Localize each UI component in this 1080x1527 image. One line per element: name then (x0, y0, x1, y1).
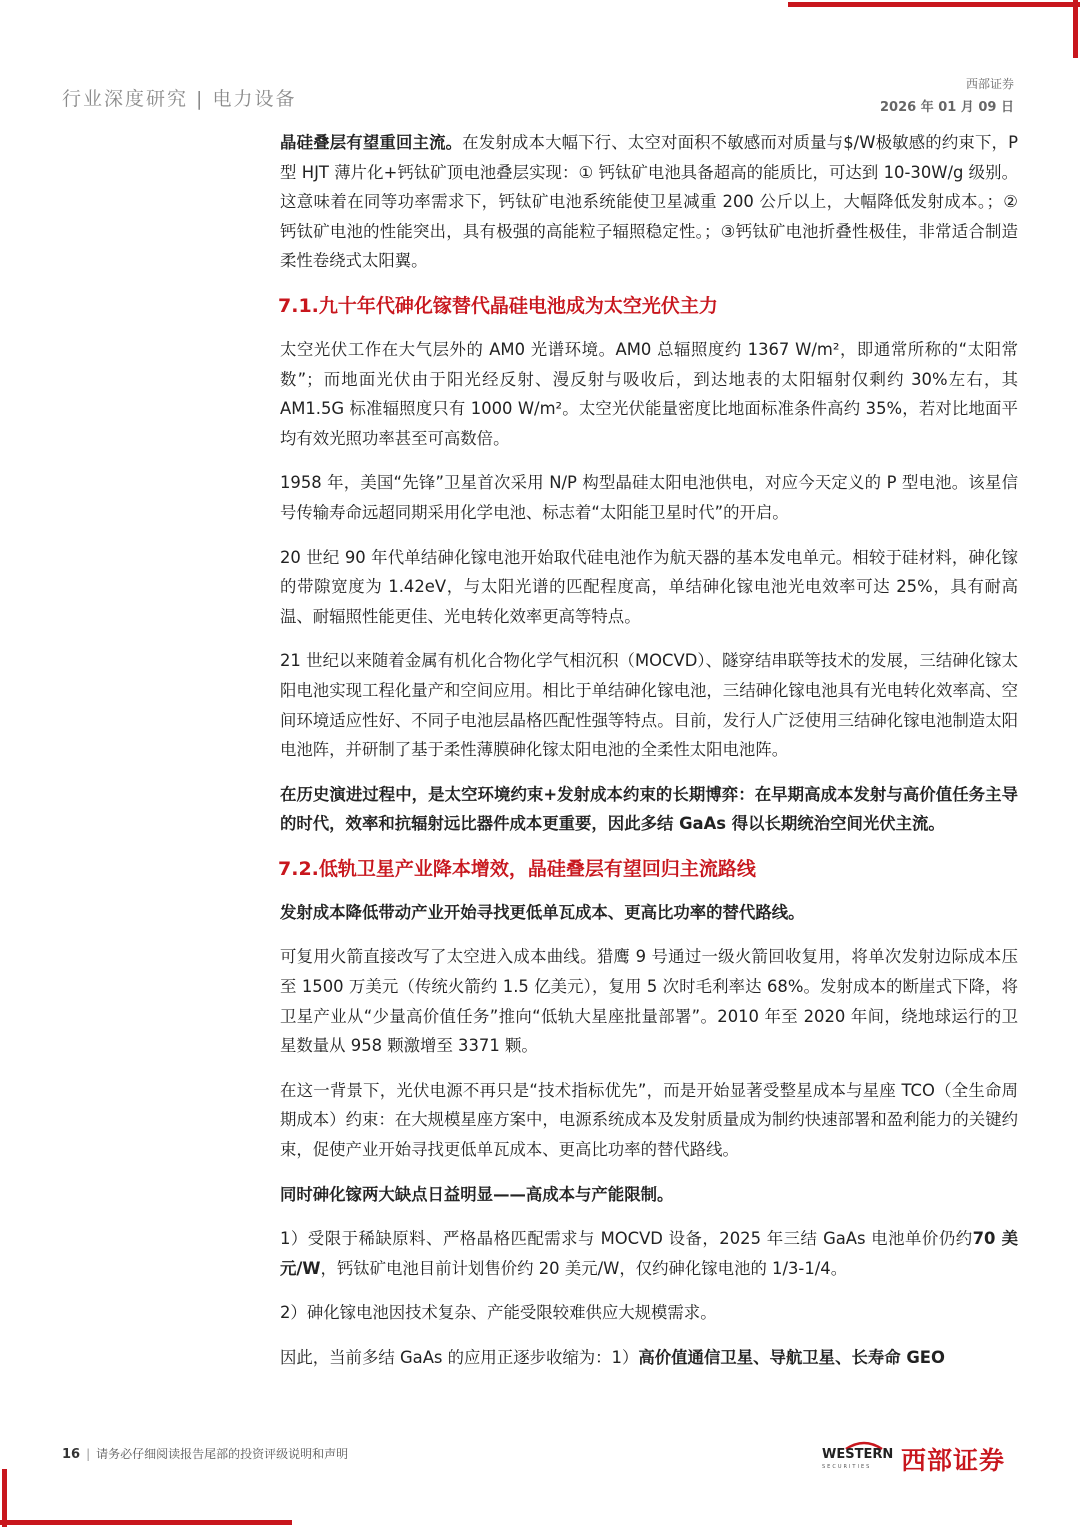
paragraph-3: 1958 年，美国“先锋”卫星首次采用 N/P 构型晶硅太阳电池供电，对应今天定义的 P 型电池。该星信号传输寿命远超同期采用化学电池、标志着“太阳能卫星时代”的开启。 (280, 473, 1018, 522)
paragraph-5: 21 世纪以来随着金属有机化合物化学气相沉积（MOCVD）、隧穿结串联等技术的发展，三结砷化镓太阳电池实现工程化量产和空间应用。相比于单结砷化镓电池，三结砷化镓电池具有光电转化效率高、空间环境适应性好、不同子电池层晶格匹配性强等特点。目前，发行人广泛使用三结砷化镓电池制造太阳电池阵，并研制了基于柔性薄膜砷化镓太阳电池的全柔性太阳电池阵。 (280, 651, 1018, 760)
paragraph-2: 太空光伏工作在大气层外的 AM0 光谱环境。AM0 总辐照度约 1367 W/m²，即通常所称的“太阳常数”；而地面光伏由于阳光经反射、漫反射与吸收后，到达地表的太阳辐射仅剩约 30%左右，其 AM1.5G 标准辐照度只有 1000 W/m²。太空光伏能量密度比地面标准条件高约 35%，若对比地面平均有效光照功率甚至可高数倍。 (280, 339, 1018, 448)
header-date: 2026 年 01 月 09 日 (880, 100, 1014, 115)
section-heading-7-1: 7.1.九十年代砷化镓替代晶硅电池成为太空光伏主力 (278, 294, 718, 317)
logo-chinese: 西部证券 (901, 1446, 1006, 1475)
header-brand: 西部证券 (965, 77, 1014, 91)
top-right-corner-decoration (788, 0, 1080, 58)
paragraph-11 (280, 1224, 1018, 1283)
bottom-left-corner-decoration (0, 1469, 292, 1527)
paragraph-10-lead: 同时砷化镓两大缺点日益明显——高成本与产能限制。 (280, 1184, 674, 1204)
logo-english: WESTERN (822, 1447, 894, 1462)
page-number: 16 (62, 1447, 81, 1462)
report-body (280, 128, 1018, 1388)
section-heading-7-2: 7.2.低轨卫星产业降本增效，晶硅叠层有望回归主流路线 (278, 857, 756, 880)
paragraph-13 (280, 1343, 1018, 1373)
paragraph-11-a: 1）受限于稀缺原料、严格晶格匹配需求与 MOCVD 设备，2025 年三结 GaAs 电池单价仍约 (280, 1229, 973, 1249)
paragraph-4: 20 世纪 90 年代单结砷化镓电池开始取代硅电池作为航天器的基本发电单元。相较于硅材料，砷化镓的带隙宽度为 1.42eV，与太阳光谱的匹配程度高，单结砷化镓电池光电效率可达 25%，具有耐高温、耐辐照性能更佳、光电转化效率更高等特点。 (280, 547, 1018, 626)
paragraph-6-summary: 在历史演进过程中，是太空环境约束+发射成本约束的长期博弈：在早期高成本发射与高价值任务主导的时代，效率和抗辐射远比器件成本更重要，因此多结 GaAs 得以长期统治空间光伏主流。 (280, 784, 1018, 834)
paragraph-13-a: 因此，当前多结 GaAs 的应用正逐步收缩为：1） (280, 1348, 639, 1367)
paragraph-1-text: 在发射成本大幅下行、太空对面积不敏感而对质量与$/W极敏感的约束下，P 型 HJT 薄片化+钙钛矿顶电池叠层实现：① 钙钛矿电池具备超高的能质比，可达到 10-30W/g 级别。这意味着在同等功率需求下，钙钛矿电池系统能使卫星减重 200 公斤以上，大幅降低发射成本。；② 钙钛矿电池的性能突出，具有极强的高能粒子辐照稳定性。；③钙钛矿电池折叠性极佳，非常适合制造柔性卷绕式太阳翼。 (280, 133, 1018, 271)
paragraph-11-price: 70 美元/W (280, 1229, 1018, 1278)
paragraph-11-b: ，钙钛矿电池目前计划售价约 20 美元/W，仅约砷化镓电池的 1/3-1/4。 (320, 1258, 848, 1278)
paragraph-1-lead: 晶硅叠层有望重回主流。 (280, 133, 463, 152)
paragraph-8: 可复用火箭直接改写了太空进入成本曲线。猎鹰 9 号通过一级火箭回收复用，将单次发射边际成本压至 1500 万美元（传统火箭约 1.5 亿美元），复用 5 次时毛利率达 68%。发射成本的断崖式下降，将卫星产业从“少量高价值任务”推向“低轨大星座批量部署”。2010 年至 2020 年间，绕地球运行的卫星数量从 958 颗激增至 3371 颗。 (280, 947, 1018, 1056)
header-meta (880, 75, 1014, 115)
page-footer (62, 1445, 348, 1462)
footer-separator: | (86, 1447, 91, 1461)
paragraph-12: 2）砷化镓电池因技术复杂、产能受限较难供应大规模需求。 (280, 1303, 717, 1323)
paragraph-7-lead: 发射成本降低带动产业开始寻找更低单瓦成本、更高比功率的替代路线。 (280, 902, 805, 922)
footer-disclaimer: 请务必仔细阅读报告尾部的投资评级说明和声明 (96, 1447, 349, 1461)
header-category: 行业深度研究 | 电力设备 (62, 88, 297, 110)
logo-english-sub: SECURITIES (822, 1464, 872, 1470)
paragraph-9: 在这一背景下，光伏电源不再只是“技术指标优先”，而是开始显著受整星成本与星座 TCO（全生命周期成本）约束：在大规模星座方案中，电源系统成本及发射质量成为制约快速部署和盈利能力的关键约束，促使产业开始寻找更低单瓦成本、更高比功率的替代路线。 (280, 1080, 1018, 1160)
paragraph-1 (280, 128, 1018, 276)
paragraph-13-bold: 高价值通信卫星、导航卫星、长寿命 GEO (638, 1348, 945, 1367)
company-logo (822, 1440, 1018, 1474)
